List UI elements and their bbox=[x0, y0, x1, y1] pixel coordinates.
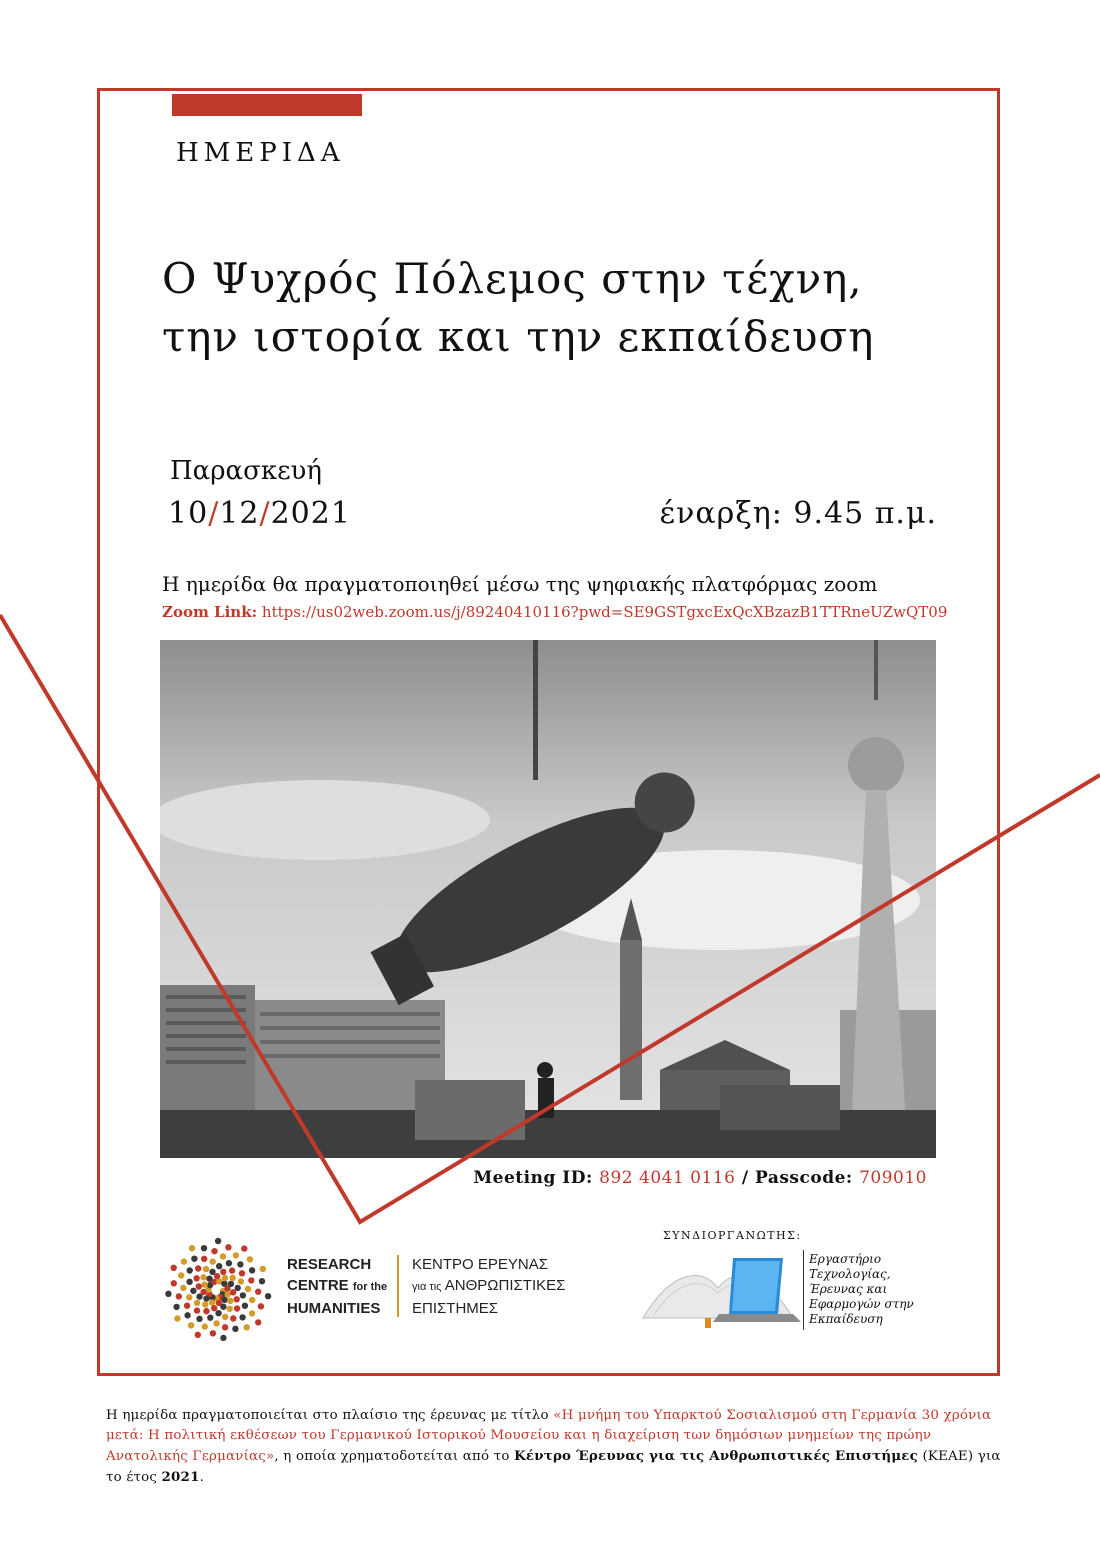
logo-dot bbox=[184, 1312, 190, 1318]
logo-dot bbox=[193, 1275, 199, 1281]
footer-text-1: Η ημερίδα πραγματοποιείται στο πλαίσιο της έρευνας με τίτλο bbox=[106, 1408, 549, 1423]
logo-dot bbox=[238, 1278, 244, 1284]
logo-dot bbox=[233, 1252, 239, 1258]
logo-dot bbox=[209, 1269, 215, 1275]
passcode-label: Passcode: bbox=[755, 1168, 853, 1188]
logo-dot bbox=[232, 1326, 238, 1332]
date-year: 2021 bbox=[270, 496, 351, 531]
footer-text-2: , η οποία χρηματοδοτείται από το bbox=[274, 1449, 510, 1464]
logo-dot bbox=[255, 1289, 261, 1295]
logo-dot bbox=[194, 1307, 200, 1313]
logo-dot bbox=[180, 1285, 186, 1291]
event-photo bbox=[160, 640, 936, 1158]
logo-dot bbox=[221, 1297, 227, 1303]
logo-dot bbox=[227, 1306, 233, 1312]
logo-dot bbox=[196, 1316, 202, 1322]
logo-dot bbox=[187, 1267, 193, 1273]
logo-dot bbox=[225, 1244, 231, 1250]
logo-dot bbox=[227, 1298, 233, 1304]
logo-dot bbox=[210, 1330, 216, 1336]
logo-dot bbox=[230, 1275, 236, 1281]
organizer-en-line-2: CENTRE for the bbox=[287, 1277, 388, 1294]
footer-text-3: (ΚΕΑΕ) για το έτος bbox=[106, 1449, 1001, 1485]
logo-dot bbox=[190, 1288, 196, 1294]
logo-dot bbox=[240, 1292, 246, 1298]
logo-dot bbox=[203, 1308, 209, 1314]
logo-dot bbox=[230, 1315, 236, 1321]
logo-dot bbox=[248, 1277, 254, 1283]
logo-dot bbox=[181, 1258, 187, 1264]
logo-dot bbox=[200, 1274, 206, 1280]
logo-dot bbox=[206, 1276, 212, 1282]
logo-dot bbox=[178, 1272, 184, 1278]
organizer-gr-line-1: ΚΕΝΤΡΟ ΕΡΕΥΝΑΣ bbox=[412, 1256, 548, 1273]
meeting-info bbox=[473, 1168, 927, 1188]
logo-dot bbox=[220, 1304, 226, 1310]
research-title: «Η μνήμη του Υπαρκτού Σοσιαλισμού στη Γερμανία 30 χρόνια μετά: Η πολιτική εκθέσεων του Γερμανικού Ιστορικού Μουσείου και η διαχείριση των δημόσιων μνημείων της πρώην Ανατολικής Γερμανίας» bbox=[106, 1408, 992, 1464]
logo-dot bbox=[191, 1256, 197, 1262]
logo-dot bbox=[176, 1293, 182, 1299]
header-accent-bar bbox=[172, 94, 362, 116]
logo-dot bbox=[249, 1310, 255, 1316]
logo-dot bbox=[239, 1314, 245, 1320]
date-month: 12 bbox=[219, 496, 260, 531]
event-type-label: ΗΜΕΡΙΔΑ bbox=[176, 138, 345, 168]
logo-dot bbox=[242, 1303, 248, 1309]
logo-dot bbox=[203, 1266, 209, 1272]
logo-dot bbox=[260, 1266, 266, 1272]
start-time bbox=[660, 496, 937, 531]
logo-dot bbox=[195, 1265, 201, 1271]
logo-dot bbox=[222, 1324, 228, 1330]
logo-dot bbox=[222, 1275, 228, 1281]
logo-dot bbox=[188, 1322, 194, 1328]
event-title-line-2: την ιστορία και την εκπαίδευση bbox=[162, 312, 875, 361]
funder-name: Κέντρο Έρευνας για τις Ανθρωπιστικές Επιστήμες bbox=[514, 1448, 918, 1464]
coorganizer-divider bbox=[803, 1250, 804, 1330]
organizer-gr-line-2: για τις ΑΝΘΡΩΠΙΣΤΙΚΕΣ bbox=[412, 1277, 566, 1294]
logo-dot bbox=[201, 1256, 207, 1262]
logo-dot bbox=[244, 1324, 250, 1330]
meeting-id-value: 892 4041 0116 bbox=[599, 1168, 736, 1188]
logo-dot bbox=[186, 1294, 192, 1300]
statue-photo-illustration bbox=[160, 640, 936, 1158]
coorganizer-name: Εργαστήριο Τεχνολογίας, Έρευνας και Εφαρμογών στην Εκπαίδευση bbox=[809, 1252, 914, 1326]
logo-dot bbox=[203, 1295, 209, 1301]
organizer-name-gr bbox=[412, 1254, 565, 1319]
logo-dot bbox=[215, 1238, 221, 1244]
start-time-value: 9.45 π.μ. bbox=[793, 496, 937, 531]
zoom-link[interactable]: https://us02web.zoom.us/j/89240410116?pwd=SE9GSTgxcExQcXBzazB1TTRneUZwQT09 bbox=[261, 603, 948, 621]
logo-dot bbox=[247, 1256, 253, 1262]
date-separator: / bbox=[259, 496, 271, 531]
zoom-link-label: Zoom Link: bbox=[162, 603, 258, 621]
logo-dot bbox=[259, 1278, 265, 1284]
logo-dot bbox=[201, 1281, 207, 1287]
logo-dot bbox=[229, 1267, 235, 1273]
organizer-gr-line-3: ΕΠΙΣΤΗΜΕΣ bbox=[412, 1300, 499, 1317]
logo-dot bbox=[186, 1279, 192, 1285]
logo-dot bbox=[195, 1332, 201, 1338]
organizer-name-en bbox=[287, 1254, 387, 1319]
logo-dot bbox=[215, 1310, 221, 1316]
logo-dot bbox=[234, 1305, 240, 1311]
meeting-divider: / bbox=[741, 1168, 749, 1188]
logo-dot bbox=[165, 1291, 171, 1297]
date-day: 10 bbox=[168, 496, 209, 531]
logo-dot bbox=[194, 1300, 200, 1306]
logo-dot bbox=[235, 1285, 241, 1291]
logo-dot bbox=[216, 1263, 222, 1269]
funding-year: 2021 bbox=[161, 1469, 200, 1485]
logo-dot bbox=[174, 1315, 180, 1321]
logo-dot bbox=[171, 1280, 177, 1286]
logo-dot bbox=[234, 1296, 240, 1302]
logo-dot bbox=[201, 1245, 207, 1251]
coorganizer-label: ΣΥΝΔΙΟΡΓΑΝΩΤΗΣ: bbox=[663, 1229, 802, 1242]
organizer-en-line-3: HUMANITIES bbox=[287, 1300, 381, 1317]
logo-dot bbox=[222, 1314, 228, 1320]
logo-dot bbox=[241, 1245, 247, 1251]
logo-dot bbox=[226, 1260, 232, 1266]
event-day: Παρασκευή bbox=[170, 456, 322, 486]
date-separator: / bbox=[208, 496, 220, 531]
organizer-en-line-1: RESEARCH bbox=[287, 1256, 372, 1273]
logo-dot bbox=[196, 1283, 202, 1289]
book-laptop-logo-icon bbox=[633, 1248, 803, 1333]
logo-dot bbox=[173, 1304, 179, 1310]
zoom-link-line bbox=[162, 603, 947, 621]
footer-note: Η ημερίδα πραγματοποιείται στο πλαίσιο της έρευνας με τίτλο «Η μνήμη του Υπαρκτού Σοσιαλισμού στη Γερμανία 30 χρόνια μετά: Η πολιτική εκθέσεων του Γερμανικού Ιστορικού Μουσείου και η διαχείριση των δημόσιων μνημείων της πρώην Ανατολικής Γερμανίας», η οποία χρηματοδοτείται από το Κέντρο Έρευνας για τις Ανθρωπιστικές Επιστήμες (ΚΕΑΕ) για το έτος 2021. bbox=[106, 1408, 1001, 1485]
organizer-divider bbox=[397, 1255, 399, 1317]
logo-dot bbox=[196, 1293, 202, 1299]
logo-dot bbox=[245, 1286, 251, 1292]
logo-dot bbox=[239, 1270, 245, 1276]
event-title-line-1: Ο Ψυχρός Πόλεμος στην τέχνη, bbox=[162, 254, 863, 303]
event-date bbox=[168, 496, 351, 531]
meeting-id-label: Meeting ID: bbox=[473, 1168, 593, 1188]
logo-dot bbox=[228, 1281, 234, 1287]
logo-dot bbox=[202, 1323, 208, 1329]
start-label: έναρξη: bbox=[659, 496, 783, 531]
logo-dot bbox=[220, 1253, 226, 1259]
logo-dot bbox=[189, 1245, 195, 1251]
logo-dot bbox=[211, 1305, 217, 1311]
logo-dot bbox=[202, 1301, 208, 1307]
logo-dot bbox=[255, 1319, 261, 1325]
logo-dot bbox=[209, 1299, 215, 1305]
logo-dot bbox=[207, 1315, 213, 1321]
passcode-value: 709010 bbox=[859, 1168, 927, 1188]
research-centre-logo-icon bbox=[162, 1236, 272, 1346]
logo-dot bbox=[210, 1258, 216, 1264]
logo-dot bbox=[249, 1297, 255, 1303]
platform-note: Η ημερίδα θα πραγματοποιηθεί μέσω της ψηφιακής πλατφόρμας zoom bbox=[162, 572, 878, 596]
logo-dot bbox=[184, 1303, 190, 1309]
logo-dot bbox=[220, 1335, 226, 1341]
logo-dot bbox=[258, 1303, 264, 1309]
logo-dot bbox=[213, 1320, 219, 1326]
logo-dot bbox=[171, 1265, 177, 1271]
logo-dot bbox=[220, 1269, 226, 1275]
logo-dot bbox=[265, 1293, 271, 1299]
event-title bbox=[162, 250, 982, 366]
logo-dot bbox=[249, 1267, 255, 1273]
logo-dot bbox=[211, 1248, 217, 1254]
logo-dot bbox=[237, 1261, 243, 1267]
